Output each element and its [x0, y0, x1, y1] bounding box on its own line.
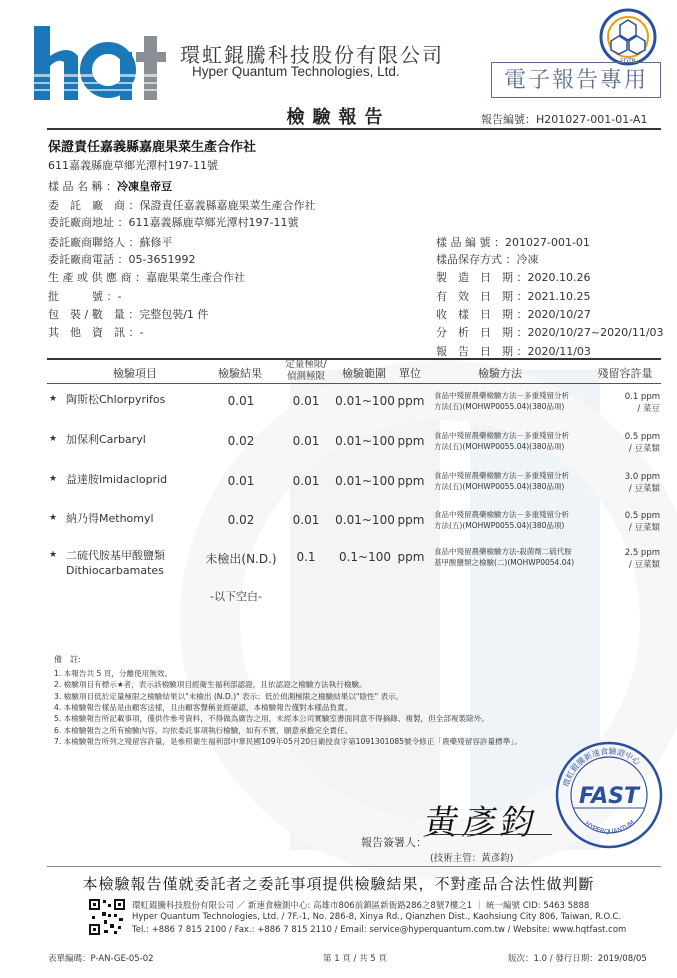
col-header-result: 檢驗結果: [218, 367, 262, 380]
exp-date-value: 2021.10.25: [527, 290, 591, 303]
phone-label: 委託廠商電話 ：: [48, 253, 129, 266]
report-date-value: 2020/11/03: [527, 345, 591, 358]
entrust-address-label: 委託廠商地址 ：: [48, 216, 129, 229]
exp-date-label: 有 效 日 期 ：: [436, 290, 528, 303]
sample-no-row: [436, 234, 590, 250]
exp-date-row: [436, 288, 590, 304]
page-number: 第 1 頁 / 共 5 頁: [323, 954, 387, 964]
receive-date-row: [436, 306, 591, 322]
col-header-limit: 定量極限/ 偵測極限: [285, 359, 327, 382]
row-result: 0.02: [227, 434, 255, 448]
row-tolerance: 2.5 ppm / 豆菜類: [624, 548, 660, 570]
fast-seal-icon: [554, 740, 664, 850]
batch-label: 批 號 ：: [48, 290, 118, 303]
row-limit: 0.1: [296, 550, 316, 564]
taf-label: FDTB: [620, 58, 636, 65]
sample-no-label: 樣 品 編 號 ：: [436, 236, 505, 249]
notes-title: 備 註:: [54, 655, 81, 664]
analysis-date-row: [436, 324, 664, 340]
footer-line-3: Tel.: +886 7 815 2100 / Fax.: +886 7 815 2110 / Email: service@hyperquantum.com.tw / Website: www.hqtfast.com: [132, 925, 627, 935]
row-item: 納乃得Methomyl: [66, 512, 154, 525]
note-item: 3. 檢驗項目低於定量極限之檢驗結果以"未檢出 (N.D.)" 表示；低於偵測極限之檢驗結果以"陰性" 表示。: [54, 691, 404, 701]
taf-accreditation-badge-icon: [599, 8, 657, 66]
row-result: 未檢出(N.D.): [205, 552, 277, 566]
col-header-unit: 單位: [399, 367, 421, 380]
col-header-method: 檢驗方法: [478, 367, 522, 380]
row-item: 加保利Carbaryl: [66, 433, 146, 446]
mfg-date-row: [436, 269, 590, 285]
row-result: 0.01: [227, 394, 255, 408]
phone-row: [48, 251, 195, 267]
fast-seal-main-text: FAST: [578, 784, 640, 809]
storage-value: 冷凍: [516, 253, 539, 266]
storage-row: [436, 251, 539, 267]
col-header-item: 檢驗項目: [113, 367, 157, 380]
storage-label: 樣品保存方式 ：: [436, 253, 517, 266]
other-info-label: 其 他 資 訊 ：: [48, 326, 140, 339]
row-tolerance: 0.5 ppm / 豆菜類: [624, 432, 660, 454]
receive-date-value: 2020/10/27: [527, 308, 591, 321]
row-result: 0.01: [227, 474, 255, 488]
qr-code-icon: [88, 898, 126, 936]
svg-text:HYPERQUANTUM: [583, 818, 636, 835]
signer-label: 報告簽署人：: [361, 836, 427, 849]
report-date-row: [436, 343, 591, 359]
row-limit: 0.01: [292, 434, 320, 448]
row-star: ★: [49, 394, 58, 404]
footer-line-2: Hyper Quantum Technologies, Ltd. / 7F.-1, No. 286-8, Xinya Rd., Qianzhen Dist., Kaohsiung City 806, Taiwan, R.O.C.: [132, 912, 622, 922]
sample-name-row: [48, 178, 172, 194]
row-range: 0.1~100: [338, 550, 392, 564]
row-star: ★: [49, 434, 58, 444]
row-unit: ppm: [397, 474, 425, 488]
report-date-label: 報 告 日 期 ：: [436, 345, 528, 358]
note-item: 2. 檢驗項目有標示★者，表示該檢驗項目經衛生福利部認證，且依認證之檢驗方法執行檢驗。: [54, 680, 367, 690]
receive-date-label: 收 樣 日 期 ：: [436, 308, 528, 321]
row-unit: ppm: [397, 513, 425, 527]
company-name-zh: 環虹錕騰科技股份有限公司: [180, 43, 444, 67]
batch-value: -: [117, 290, 122, 303]
company-name-en: Hyper Quantum Technologies, Ltd.: [192, 64, 400, 79]
producer-value: 嘉鹿果菜生產合作社: [145, 271, 245, 284]
fast-seal-bottom-text: HYPERQUANTUM: [583, 818, 637, 836]
note-item: 7. 本檢驗報告所列之殘留容許量，是參照衛生福利部中華民國109年05月20日衛授食字第1091301085號令修正「農藥殘留容許量標準」。: [54, 736, 522, 746]
contact-label: 委託廠商聯絡人 ：: [48, 236, 140, 249]
row-range: 0.01~100: [335, 474, 395, 488]
fast-seal-top-text: 環虹錕騰新速食驗證中心: [561, 746, 642, 788]
hqt-logo-icon: [32, 22, 182, 104]
mfg-date-value: 2020.10.26: [527, 271, 591, 284]
footer-line-1: 環虹錕騰科技股份有限公司 ／ 新速食檢測中心: 高雄市806前鎮區新衙路286之8號7樓之1 ｜ 統一編號 CID: 5463 5888: [132, 901, 590, 911]
table-top-rule: [47, 358, 661, 360]
note-item: 6. 本檢驗報告之所有檢驗內容，均依委託事項執行檢驗，如有不實，願意承擔完全責任。: [54, 725, 353, 735]
row-limit: 0.01: [292, 474, 320, 488]
footer-divider: [47, 866, 661, 867]
entrust-address-row: [48, 214, 298, 230]
row-tolerance: 0.5 ppm / 豆菜類: [624, 511, 660, 533]
package-value: 完整包裝/1 件: [139, 308, 209, 321]
report-number: 報告編號：H201027-001-01-A1: [481, 113, 648, 126]
form-number: 表單編碼：P-AN-GE-05-02: [48, 954, 154, 964]
row-method: 食品中殘留農藥檢驗方法－多重殘留分析 方法(五)(MOHWP0055.04)(380品項): [434, 431, 569, 451]
row-unit: ppm: [397, 394, 425, 408]
mfg-date-label: 製 造 日 期 ：: [436, 271, 528, 284]
sample-name-label: 樣 品 名 稱 ：: [48, 180, 117, 193]
header-divider: [47, 128, 661, 130]
row-range: 0.01~100: [335, 513, 395, 527]
entrust-address-value: 611嘉義縣鹿草鄉光潭村197-11號: [128, 216, 299, 229]
other-info-value: -: [139, 326, 144, 339]
row-item: 二硫代胺基甲酸鹽類 Dithiocarbamates: [66, 549, 165, 577]
row-unit: ppm: [397, 434, 425, 448]
electronic-report-stamp: 電子報告專用: [491, 62, 661, 98]
row-method: 食品中殘留農藥檢驗方法－多重殘留分析 方法(五)(MOHWP0055.04)(380品項): [434, 471, 569, 491]
row-star: ★: [49, 513, 58, 523]
footer-disclaimer: 本檢驗報告僅就委託者之委託事項提供檢驗結果，不對產品合法性做判斷: [82, 875, 595, 893]
row-method: 食品中殘留農藥檢驗方法－多重殘留分析 方法(五)(MOHWP0055.04)(380品項): [434, 391, 569, 411]
row-item: 陶斯松Chlorpyrifos: [66, 393, 166, 406]
note-item: 1. 本報告共 5 頁，分離使用無效。: [54, 669, 173, 678]
row-tolerance: 3.0 ppm / 豆菜類: [624, 472, 660, 494]
analysis-date-value: 2020/10/27~2020/11/03: [527, 326, 664, 339]
package-row: [48, 306, 208, 322]
entrust-label: 委 託 廠 商 ：: [48, 199, 140, 212]
row-star: ★: [49, 474, 58, 484]
row-unit: ppm: [397, 550, 425, 564]
row-star: ★: [49, 550, 58, 560]
analysis-date-label: 分 析 日 期 ：: [436, 326, 528, 339]
note-item: 5. 本檢驗報告所記載事項，僅供作參考資料，不得做為廣告之用，未經本公司實驗室書面同意不得摘錄、複製，但全部複製除外。: [54, 714, 489, 724]
tech-supervisor: (技術主管：黃彥鈞): [430, 853, 514, 864]
col-header-range: 檢驗範圍: [342, 367, 386, 380]
version-info: 版次：1.0 / 發行日期：2019/08/05: [508, 954, 647, 964]
note-item: 4. 本檢驗報告樣品是由顧客送樣，且由顧客聲稱並經確認，本檢驗報告僅對本樣品負責。: [54, 702, 353, 712]
row-item: 益達胺Imidacloprid: [66, 473, 168, 486]
row-method: 食品中殘留農藥檢驗方法-殺菌劑二硫代胺 基甲酸鹽類之檢驗(二)(MOHWP0054.04): [434, 547, 575, 567]
entrust-value: 保證責任嘉義縣嘉鹿果菜生產合作社: [139, 199, 316, 212]
blank-note: -以下空白-: [210, 590, 262, 603]
producer-row: [48, 269, 245, 285]
batch-row: [48, 288, 121, 304]
sample-name-value: 冷凍皇帝豆: [117, 180, 172, 193]
row-result: 0.02: [227, 513, 255, 527]
signature-line: [428, 834, 552, 835]
row-tolerance: 0.1 ppm / 菜豆: [624, 392, 660, 414]
entrust-row: [48, 197, 316, 213]
phone-value: 05-3651992: [128, 253, 196, 266]
row-range: 0.01~100: [335, 434, 395, 448]
client-name: 保證責任嘉義縣嘉鹿果菜生產合作社: [48, 140, 257, 155]
row-method: 食品中殘留農藥檢驗方法－多重殘留分析 方法(五)(MOHWP0055.04)(380品項): [434, 510, 569, 530]
client-address: 611嘉義縣鹿草鄉光潭村197-11號: [48, 159, 218, 172]
row-limit: 0.01: [292, 513, 320, 527]
row-limit: 0.01: [292, 394, 320, 408]
other-info-row: [48, 324, 143, 340]
sample-no-value: 201027-001-01: [505, 236, 590, 249]
producer-label: 生 產 或 供 應 商 ：: [48, 271, 146, 284]
package-label: 包 裝 / 數 量 ：: [48, 308, 140, 321]
table-header-rule: [47, 383, 661, 384]
contact-value: 蘇修平: [139, 236, 173, 249]
report-title: 檢驗報告: [286, 107, 391, 128]
handwritten-signature: 黃彥鈞: [420, 803, 542, 843]
col-header-tolerance: 殘留容許量: [597, 367, 653, 380]
row-range: 0.01~100: [335, 394, 395, 408]
contact-row: [48, 234, 173, 250]
